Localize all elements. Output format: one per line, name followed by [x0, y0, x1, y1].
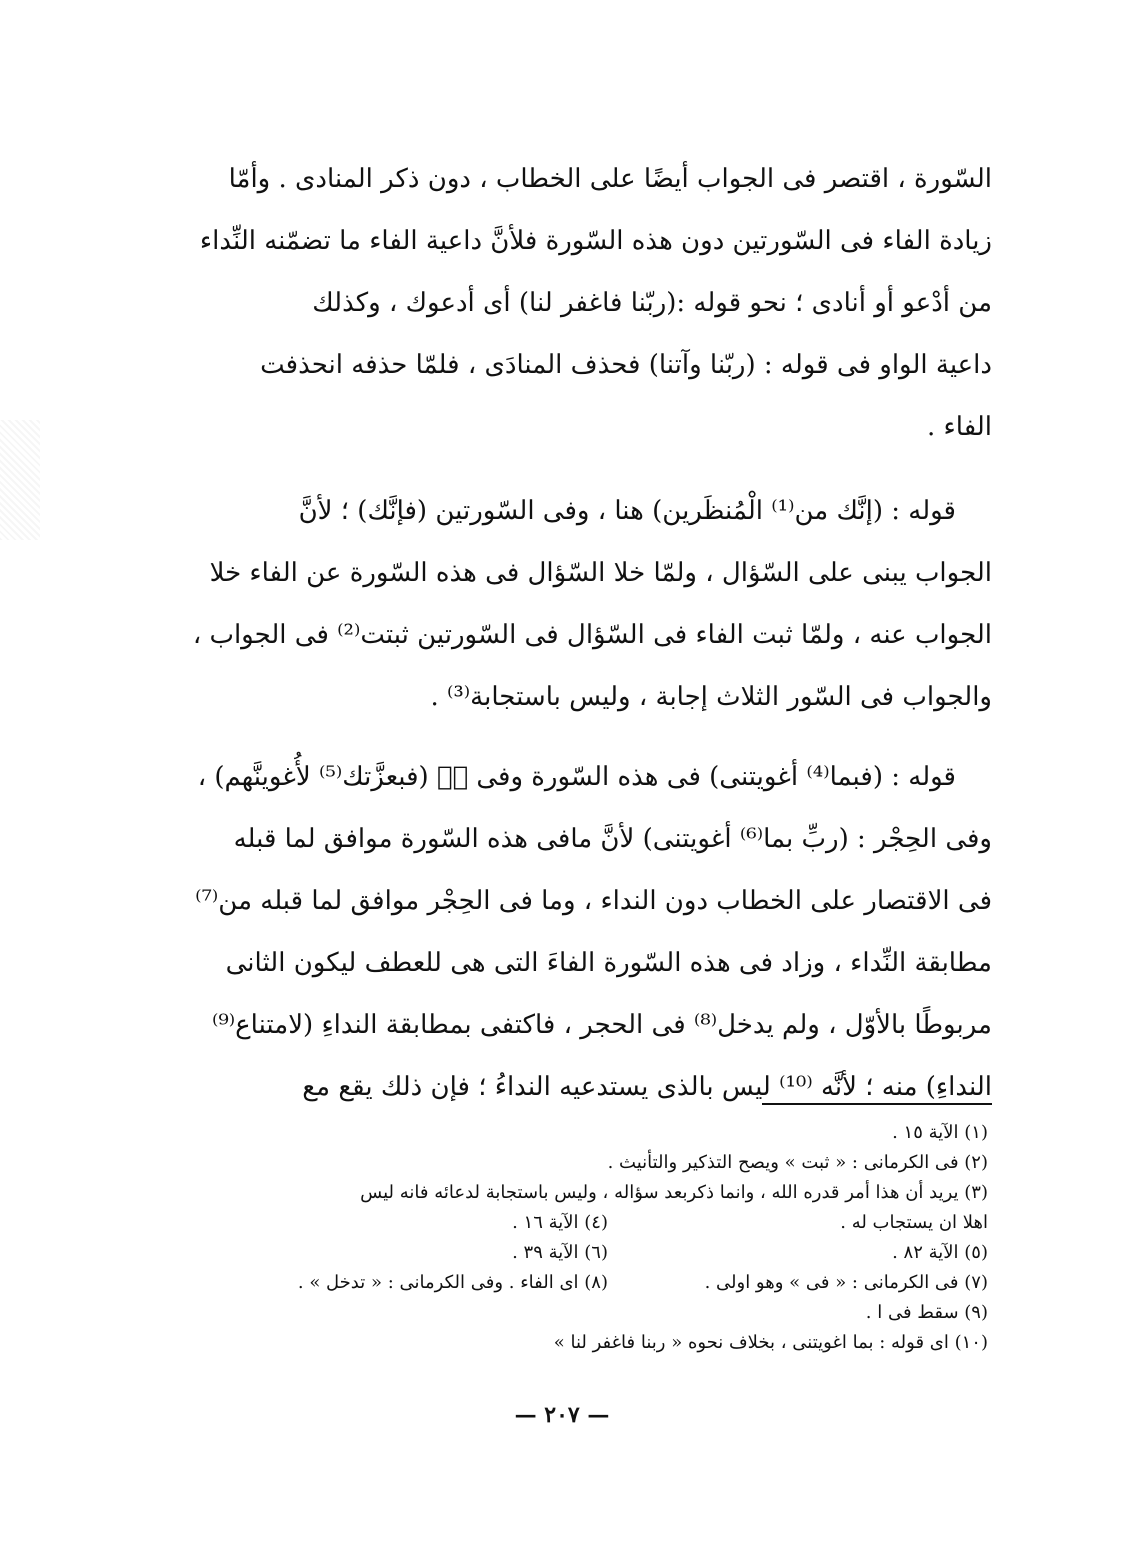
footnote-9: (٩) سقط فى ا . — [865, 1302, 988, 1323]
text-line: مربوطًا بالأوّل ، ولم يدخل⁽⁸⁾ فى الحجر ، فاكتفى بمطابقة النداءِ (لامتناع⁽⁹⁾ — [211, 1010, 992, 1040]
footnote-1: (١) الآية ١٥ . — [892, 1122, 988, 1143]
page-number: — ٢٠٧ — — [514, 1402, 610, 1428]
text-line: الجواب عنه ، ولمّا ثبت الفاء فى السّؤال فى السّورتين ثبتت⁽²⁾ فى الجواب ، — [192, 620, 992, 650]
footnote-10: (١٠) اى قوله : بما اغويتنى ، بخلاف نحوه « ربنا فاغفر لنا » — [553, 1332, 988, 1353]
text-line: وفى الحِجْر : (ربِّ بما⁽⁶⁾ أغويتنى) لأنَّ مافى هذه السّورة موافق لما قبله — [233, 824, 992, 854]
footnote-5: (٥) الآية ٨٢ . — [892, 1242, 988, 1263]
text-line: والجواب فى السّور الثلاث إجابة ، وليس باستجابة⁽³⁾ . — [430, 682, 992, 712]
footnote-row — [138, 1268, 988, 1298]
text-line: مطابقة النِّداء ، وزاد فى هذه السّورة الفاءَ التى هى للعطف ليكون الثانى — [225, 948, 992, 978]
footnotes — [138, 1118, 988, 1358]
footnote-6: (٦) الآية ٣٩ . — [512, 1242, 608, 1263]
footnote-3: (٣) يريد أن هذا أمر قدره الله ، وانما ذكربعد سؤاله ، وليس باستجابة لدعائه فانه ليس — [360, 1182, 988, 1203]
footnote-row — [138, 1238, 988, 1268]
paragraph-2 — [134, 480, 992, 728]
text-line: زيادة الفاء فى السّورتين دون هذه السّورة فلأنَّ داعية الفاء ما تضمّنه النِّداء — [199, 226, 992, 256]
text-line: داعية الواو فى قوله : (ربّنا وآتنا) فحذف المنادَى ، فلمّا حذفه انحذفت — [260, 350, 992, 380]
text-line: السّورة ، اقتصر فى الجواب أيضًا على الخطاب ، دون ذكر المنادى . وأمّا — [228, 164, 992, 194]
text-line: فى الاقتصار على الخطاب دون النداء ، وما فى الحِجْر موافق لما قبله من⁽⁷⁾ — [195, 886, 992, 916]
footnote-7: (٧) فى الكرمانى : « فى » وهو اولى . — [704, 1272, 988, 1293]
text-line — [134, 480, 992, 542]
scan-artifact — [0, 420, 40, 540]
text-line-content: قوله : (فبما⁽⁴⁾ أغويتنى) فى هذه السّورة وفى صۤ (فبعزَّتك⁽⁵⁾ لأُغوينَّهم) ، — [197, 762, 956, 792]
footnote-8: (٨) اى الفاء . وفى الكرمانى : « تدخل » . — [297, 1272, 608, 1293]
text-line: من أدْعو أو أنادى ؛ نحو قوله :(ربّنا فاغفر لنا) أى أدعوك ، وكذلك — [312, 288, 992, 318]
paragraph-1 — [134, 148, 992, 458]
footnote-2: (٢) فى الكرمانى : « ثبت » ويصح التذكير والتأنيث . — [607, 1152, 988, 1173]
footnote-3-continued: اهلا ان يستجاب له . — [840, 1212, 988, 1233]
text-line — [134, 746, 992, 808]
footnote-divider — [762, 1103, 992, 1105]
text-line: الجواب يبنى على السّؤال ، ولمّا خلا السّؤال فى هذه السّورة عن الفاء خلا — [209, 558, 992, 588]
paragraph-3 — [134, 746, 992, 1118]
footnote-row — [138, 1208, 988, 1238]
text-line-content: قوله : (إنَّك من⁽¹⁾ الْمُنظَرين) هنا ، وفى السّورتين (فإنَّك) ؛ لأنَّ — [298, 496, 956, 526]
footnote-4: (٤) الآية ١٦ . — [512, 1212, 608, 1233]
text-line: الفاء . — [927, 412, 992, 442]
text-line: النداءِ) منه ؛ لأنَّه ⁽¹⁰⁾ ليس بالذى يستدعيه النداءُ ؛ فإن ذلك يقع مع — [302, 1072, 992, 1102]
